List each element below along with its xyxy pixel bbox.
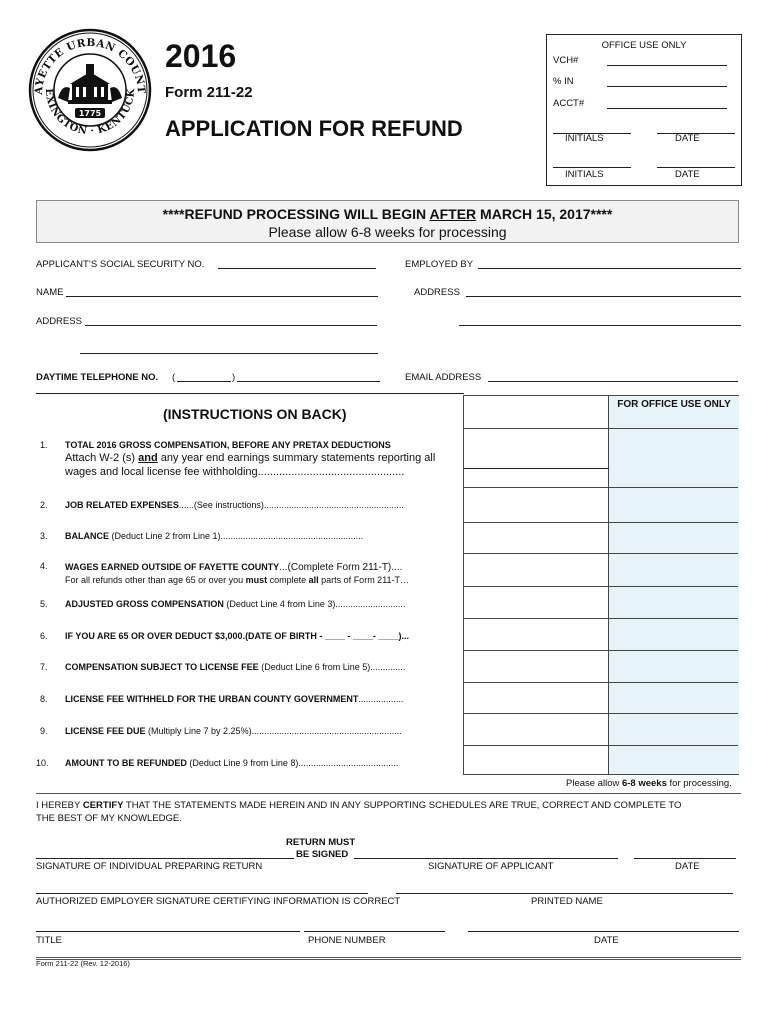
form-revision: Form 211-22 (Rev. 12-2016)	[36, 959, 130, 968]
applicant-address-field-2[interactable]	[80, 353, 378, 354]
office-use-column-header: FOR OFFICE USE ONLY	[609, 396, 739, 428]
preparer-signature-field[interactable]	[36, 858, 294, 859]
line-7-num: 7.	[40, 662, 48, 672]
employer-date-label: DATE	[594, 935, 619, 946]
grid-row-divider	[464, 682, 738, 683]
email-field[interactable]	[488, 381, 738, 382]
date-label-2: DATE	[675, 169, 700, 180]
line-1-title: TOTAL 2016 GROSS COMPENSATION, BEFORE ANY PRETAX DEDUCTIONS	[65, 440, 391, 450]
banner-line-1: ****REFUND PROCESSING WILL BEGIN AFTER MARCH 15, 2017****	[162, 206, 613, 222]
initials-label-1: INITIALS	[565, 133, 604, 144]
svg-text:1775: 1775	[78, 109, 102, 118]
acct-field[interactable]	[607, 108, 727, 109]
pct-in-field[interactable]	[607, 86, 727, 87]
employer-signature-label: AUTHORIZED EMPLOYER SIGNATURE CERTIFYING INFORMATION IS CORRECT	[36, 896, 401, 907]
ssn-field[interactable]	[218, 268, 376, 269]
line-8-num: 8.	[40, 694, 48, 704]
line-3: BALANCE (Deduct Line 2 from Line 1).........................................................	[65, 531, 364, 541]
phone-label: DAYTIME TELEPHONE NO.	[36, 372, 159, 383]
employer-date-field[interactable]	[468, 931, 739, 932]
grid-row-divider	[464, 618, 738, 619]
county-seal-logo	[28, 28, 152, 152]
employer-address-field[interactable]	[466, 296, 741, 297]
vch-label: VCH#	[553, 55, 579, 66]
certify-statement-line-2: THE BEST OF MY KNOWLEDGE.	[36, 813, 182, 824]
phone-number-field[interactable]	[237, 381, 380, 382]
grid-row-divider	[464, 650, 738, 651]
line-10: AMOUNT TO BE REFUNDED (Deduct Line 9 from Line 8)........................................	[65, 758, 399, 768]
signature-date-label: DATE	[675, 861, 700, 872]
line-1-sub-1: Attach W-2 (s) and any year end earnings summary statements reporting all	[65, 452, 436, 464]
footer-rule	[36, 957, 741, 960]
email-label: EMAIL ADDRESS	[405, 372, 482, 383]
svg-text:FAYETTE URBAN COUNTY: AYETTE URBAN COUNT	[32, 36, 148, 96]
grid-row-divider	[464, 522, 738, 523]
employed-by-field[interactable]	[478, 268, 741, 269]
employer-address-field-2[interactable]	[459, 325, 741, 326]
phone-number-label: PHONE NUMBER	[308, 935, 386, 946]
line-2: JOB RELATED EXPENSES......(See instructions)........................................................	[65, 500, 404, 510]
employer-signature-field[interactable]	[36, 893, 368, 894]
acct-label: ACCT#	[553, 98, 585, 109]
initials-field-2[interactable]	[553, 167, 631, 168]
applicant-signature-label: SIGNATURE OF APPLICANT	[428, 861, 554, 872]
line-4-num: 4.	[40, 561, 48, 571]
grid-row-divider	[464, 428, 738, 429]
form-number: Form 211-22	[165, 84, 253, 101]
instructions-heading: (INSTRUCTIONS ON BACK)	[163, 406, 347, 422]
initials-label-2: INITIALS	[565, 169, 604, 180]
vch-field[interactable]	[607, 65, 727, 66]
grid-row-divider	[464, 553, 738, 554]
svg-text:LEXINGTON · KENTUCKY: EXINGTON · KENTUCK	[42, 88, 138, 138]
return-must-label: RETURN MUST	[286, 837, 356, 848]
processing-note: Please allow 6-8 weeks for processing.	[566, 778, 732, 789]
line-6-num: 6.	[40, 631, 48, 641]
printed-name-label: PRINTED NAME	[531, 896, 603, 907]
line-5: ADJUSTED GROSS COMPENSATION (Deduct Line 4 from Line 3)............................	[65, 599, 406, 609]
form-year: 2016	[165, 38, 237, 74]
form-title: APPLICATION FOR REFUND	[165, 116, 463, 141]
title-field[interactable]	[36, 931, 300, 932]
grid-row-divider	[464, 487, 738, 488]
line-5-num: 5.	[40, 599, 48, 609]
banner-line-2: Please allow 6-8 weeks for processing	[268, 224, 507, 240]
line-7: COMPENSATION SUBJECT TO LICENSE FEE (Deduct Line 6 from Line 5)..............	[65, 662, 406, 672]
office-use-box	[546, 34, 742, 186]
phone-paren-close: )	[232, 372, 236, 383]
date-field-2[interactable]	[657, 167, 735, 168]
signature-date-field[interactable]	[634, 858, 736, 859]
applicant-signature-field[interactable]	[354, 858, 618, 859]
processing-banner	[36, 200, 739, 243]
preparer-signature-label: SIGNATURE OF INDIVIDUAL PREPARING RETURN	[36, 861, 263, 872]
line-1: 1.	[40, 440, 48, 450]
grid-row-divider	[464, 745, 738, 746]
pct-in-label: % IN	[553, 76, 574, 87]
line-4: WAGES EARNED OUTSIDE OF FAYETTE COUNTY...(Complete Form 211-T)....	[65, 562, 403, 573]
grid-row-divider	[464, 713, 738, 714]
phone-number-signature-field[interactable]	[304, 931, 445, 932]
name-field[interactable]	[66, 296, 378, 297]
office-use-title: OFFICE USE ONLY	[601, 40, 687, 51]
title-label: TITLE	[36, 935, 62, 946]
line-2-num: 2.	[40, 500, 48, 510]
section-divider	[36, 393, 464, 394]
line-3-num: 3.	[40, 531, 48, 541]
phone-area-code-field[interactable]	[177, 381, 231, 382]
grid-row-divider	[464, 586, 738, 587]
ssn-label: APPLICANT’S SOCIAL SECURITY NO.	[36, 259, 205, 270]
amount-grid	[463, 395, 739, 775]
line-10-num: 10.	[36, 758, 49, 768]
date-label-1: DATE	[675, 133, 700, 144]
be-signed-label: BE SIGNED	[296, 849, 349, 860]
line-9-num: 9.	[40, 726, 48, 736]
printed-name-field[interactable]	[396, 893, 733, 894]
line-1-sub-2: wages and local license fee withholding................................................	[65, 466, 405, 478]
phone-paren-open: (	[172, 372, 176, 383]
certify-statement: I HEREBY CERTIFY THAT THE STATEMENTS MADE HEREIN AND IN ANY SUPPORTING SCHEDULES ARE TRUE, CORRECT AND COMPLETE TO	[36, 800, 682, 811]
line-8: LICENSE FEE WITHHELD FOR THE URBAN COUNTY GOVERNMENT..................	[65, 694, 404, 704]
certify-divider	[36, 793, 741, 794]
line-6: IF YOU ARE 65 OR OVER DEDUCT $3,000.(DATE OF BIRTH - ____ - ____- ____)...	[65, 631, 409, 641]
line-4-sub: For all refunds other than age 65 or over you must complete all parts of Form 211-T…	[65, 575, 410, 585]
applicant-address-field-1[interactable]	[85, 325, 377, 326]
amount-column	[464, 396, 609, 774]
line-1-amount-field[interactable]	[464, 468, 609, 469]
line-9: LICENSE FEE DUE (Multiply Line 7 by 2.25%)............................................................	[65, 726, 402, 736]
name-label: NAME	[36, 287, 64, 298]
applicant-address-label: ADDRESS	[36, 316, 82, 327]
employer-address-label: ADDRESS	[414, 287, 460, 298]
office-use-column	[609, 396, 739, 774]
employed-by-label: EMPLOYED BY	[405, 259, 474, 270]
